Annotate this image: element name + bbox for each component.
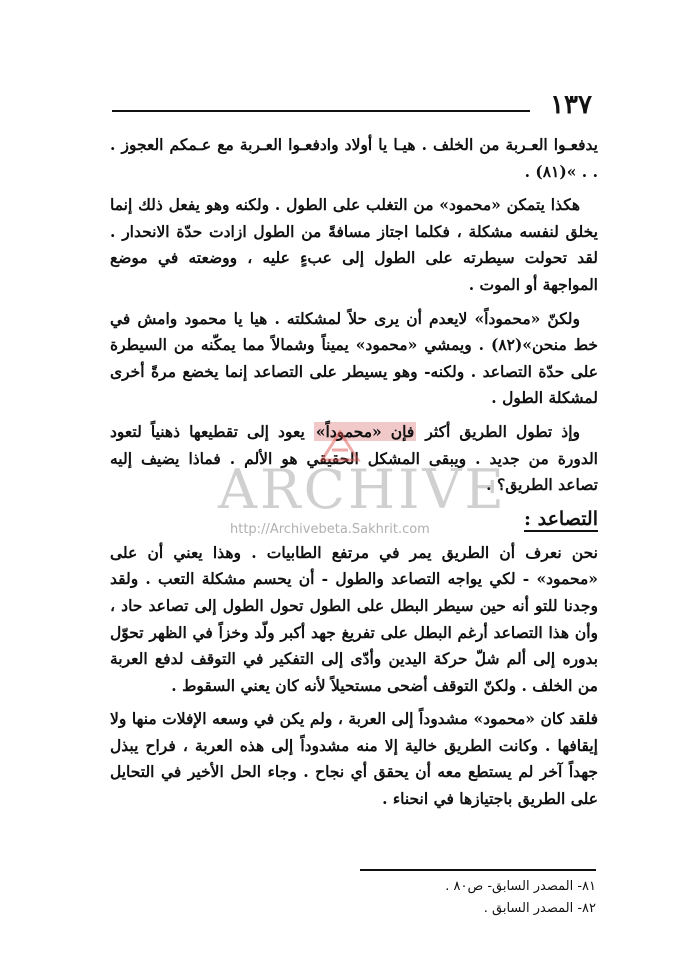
- paragraph-pain-start: وإذ تطول الطريق أكثر: [416, 421, 580, 441]
- paragraph-solution: فلقد كان «محمود» مشدوداً إلى العربة ، ولم يكن في وسعه الإفلات منها ولا إيقافها . وكانت الطريق خالية إلا منه مشدوداً إلى هذه العربة ، فراح يبذل جهداً آخر لم يستطع معه أن يحقق أي نجاح . وجاء الحل الأخير في التحايل على الطريق باجتيازها في انحناء .: [110, 709, 598, 809]
- header-rule: [112, 110, 530, 112]
- paragraph-pain-rest: يعود إلى تقطيعها ذهنياً لتعود الدورة من جديد . ويبقى المشكل الحقيقي هو الألم . فماذا يضيف إليه تصاعد الطريق؟ .: [110, 421, 598, 495]
- section-heading-row: [110, 506, 598, 534]
- watermark-url: http://Archivebeta.Sakhrit.com: [230, 522, 430, 537]
- footnote-rule: [360, 869, 596, 871]
- footnote-82: ٨٢- المصدر السابق .: [483, 901, 596, 916]
- section-heading: التصاعد :: [523, 507, 598, 530]
- footnotes: [360, 876, 596, 920]
- highlighted-phrase: فإن «محموداً»: [315, 421, 415, 441]
- paragraph-pain: [110, 419, 598, 499]
- paragraph-overcoming-length: هكذا يتمكن «محمود» من التغلب على الطول . ولكنه وهو يفعل ذلك إنما يخلق لنفسه مشكلة ، فكلما اجتاز مسافةً من الطول ازادت حدّة الانحدار . لقد تحولت سيطرته على الطول إلى عبءٍ عليه ، ووضعته في موضع المواجهة أو الموت .: [110, 195, 598, 294]
- paragraph-curved-path: ولكنّ «محموداً» لايعدم أن يرى حلاً لمشكلته . هيا يا محمود وامش في خط منحن»(٨٢) . ويمشي «محمود» يميناً وشمالاً مما يمكّنه من السيطرة على حدّة التصاعد . ولكنه- وهو يسيطر على التصاعد إنما يخضع مرةً أخرى لمشكلة الطول .: [110, 308, 598, 408]
- watermark-brand: ARCHIVE: [218, 458, 507, 521]
- footnote-81: ٨١- المصدر السابق- ص٨٠ .: [445, 879, 596, 894]
- page-header: [112, 88, 592, 128]
- paragraph-ascent: نحن نعرف أن الطريق يمر في مرتفع الطابيات . وهذا يعني أن على «محمود» - لكي يواجه التصاعد والطول - أن يحسم مشكلة التعب . ولقد وجدنا للتو أنه حين سيطر البطل على الطول تحول الطول إلى تصاعد حاد ، وأن هذا التصاعد أرغم البطل على تفريغ جهد أكبر ولّد وخزاً في الظهر تحوّل بدوره إلى ألم شلّ حركة اليدين وأدّى إلى التفكير في التوقف لدفع العربة من الخلف . ولكنّ التوقف أضحى مستحيلاً لأنه كان يعني السقوط .: [110, 542, 598, 695]
- body-text: [110, 132, 598, 820]
- page-number: ١٣٧: [550, 90, 592, 120]
- paragraph-quote-end: يدفعـوا العـربة من الخلف . هيـا يا أولاد وادفعـوا العـربة مع عـمكم العجوز . . . »(٨١) .: [110, 135, 598, 181]
